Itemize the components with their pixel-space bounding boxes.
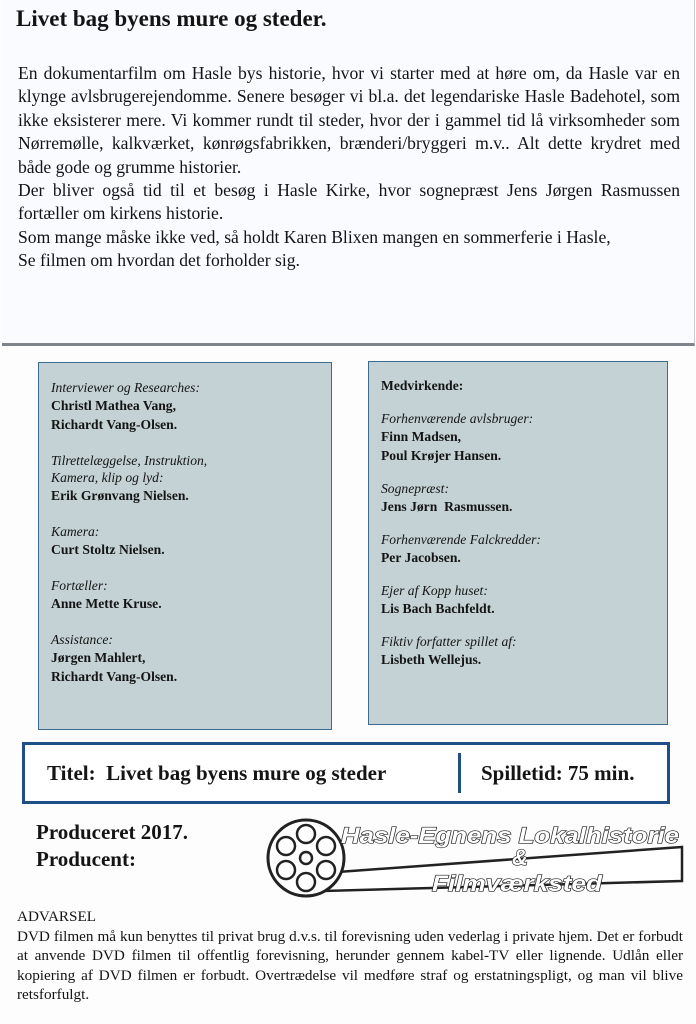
credit-group xyxy=(381,480,661,516)
logo-ampersand: & xyxy=(512,845,528,870)
cast-heading: Medvirkende: xyxy=(381,378,464,393)
credit-group xyxy=(381,410,661,465)
runtime-cell xyxy=(461,753,667,793)
logo-line-1: Hasle-Egnens Lokalhistorie xyxy=(341,823,679,848)
credit-role: Forhenværende avlsbruger: xyxy=(381,411,534,426)
credit-group xyxy=(381,633,661,669)
credit-role: Forhenværende Falckredder: xyxy=(381,532,541,547)
producer-label: Producent: xyxy=(36,847,136,871)
description-paragraph: En dokumentarfilm om Hasle bys historie, hvor vi starter med at høre om, da Hasle var en klynge avlsbrugerejendomme. Senere besøger vi bl.a. det legendariske Hasle Badehotel, som ikke eksisterer mere. Vi kommer rundt til steder, hvor der i gammel tid lå virksomheder som Nørremølle, kalkværket, kønrøgsfabrikken, brænderi/bryggeri m.v.. Alt dette krydret med både gode og grumme historier. xyxy=(18,63,680,177)
credit-name: Jørgen Mahlert, xyxy=(51,650,146,665)
credit-role: Tilrettelæggelse, Instruktion, Kamera, klip og lyd: xyxy=(51,453,208,485)
warning-heading: ADVARSEL xyxy=(17,908,97,925)
credit-role: Fortæller: xyxy=(51,578,108,593)
credit-name: Lis Bach Bachfeldt. xyxy=(381,601,495,616)
credit-group xyxy=(51,631,325,686)
credit-name: Poul Krøjer Hansen. xyxy=(381,448,502,463)
film-title: Titel: Livet bag byens mure og steder xyxy=(47,761,387,785)
runtime-label: Spilletid: 75 min. xyxy=(481,761,635,785)
credit-role: Fiktiv forfatter spillet af: xyxy=(381,634,517,649)
credit-group xyxy=(51,379,325,434)
production-year: Produceret 2017. xyxy=(36,820,189,844)
credit-role: Interviewer og Researches: xyxy=(51,380,200,395)
description-panel xyxy=(2,0,695,346)
credit-group xyxy=(381,531,661,567)
title-cell xyxy=(39,753,461,793)
credit-name: Christl Mathea Vang, xyxy=(51,398,176,413)
credit-role: Ejer af Kopp huset: xyxy=(381,583,488,598)
description-paragraph: Der bliver også tid til et besøg i Hasle Kirke, hvor sognepræst Jens Jørgen Rasmussen fortæller om kirkens historie. xyxy=(18,180,680,224)
producer-logo xyxy=(262,818,690,906)
description-paragraph: Som mange måske ikke ved, så holdt Karen Blixen mangen en sommerferie i Hasle, xyxy=(18,226,611,247)
film-description xyxy=(18,62,680,273)
film-reel-icon xyxy=(268,820,344,896)
credit-group xyxy=(51,452,325,505)
warning-section xyxy=(17,907,683,1005)
credit-group xyxy=(51,523,325,559)
credit-name: Anne Mette Kruse. xyxy=(51,596,162,611)
document-title: Livet bag byens mure og steder. xyxy=(16,6,327,31)
credit-role: Assistance: xyxy=(51,632,113,647)
cast-credits-box xyxy=(368,361,668,725)
credit-group xyxy=(51,577,325,613)
description-paragraph: Se filmen om hvordan det forholder sig. xyxy=(18,250,300,271)
credit-name: Curt Stoltz Nielsen. xyxy=(51,542,165,557)
warning-text: DVD filmen må kun benyttes til privat brug d.v.s. til forevisning uden vederlag i private hjem. Det er forbudt at anvende DVD filmen til offentlig forevisning, herunder gennem kabel-TV eller lignende. Udlån eller kopiering af DVD filmen er forbudt. Overtrædelse vil medføre straf og erstatningspligt, og man vil blive retsforfulgt. xyxy=(17,927,683,1004)
credit-name: Richardt Vang-Olsen. xyxy=(51,669,178,684)
crew-credits-box xyxy=(38,362,332,730)
credit-group xyxy=(381,582,661,618)
production-info xyxy=(36,819,188,873)
title-bar xyxy=(22,742,670,804)
credit-name: Richardt Vang-Olsen. xyxy=(51,417,178,432)
logo-line-2: Filmværksted xyxy=(432,871,603,896)
credit-name: Per Jacobsen. xyxy=(381,550,461,565)
credit-name: Finn Madsen, xyxy=(381,429,462,444)
credit-name: Erik Grønvang Nielsen. xyxy=(51,488,189,503)
credit-name: Jens Jørn Rasmussen. xyxy=(381,499,513,514)
credit-role: Kamera: xyxy=(51,524,100,539)
credit-name: Lisbeth Wellejus. xyxy=(381,652,482,667)
credit-role: Sognepræst: xyxy=(381,481,449,496)
